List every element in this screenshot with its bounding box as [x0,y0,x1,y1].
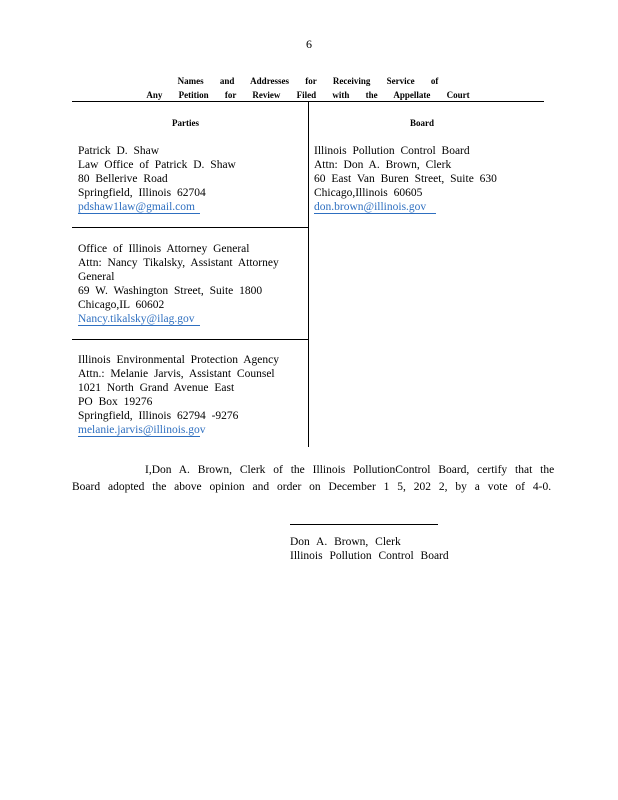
party-name: Office of Illinois Attorney General [78,243,250,255]
board-attn: Attn: Don A. Brown, Clerk [314,159,452,171]
party-firm: Law Office of Patrick D. Shaw [78,159,236,171]
party-city: Springfield, Illinois 62794 -9276 [78,410,239,422]
party-name: Illinois Environmental Protection Agency [78,354,279,366]
page-number: 6 [306,37,312,51]
board-block [314,144,497,214]
party-attn: Attn.: Melanie Jarvis, Assistant Counsel [78,368,275,380]
signature-line [290,524,438,525]
certification-line-1: I,Don A. Brown, Clerk of the Illinois PollutionControl Board, certify that the [145,464,555,476]
party-email-link[interactable]: melanie.jarvis@illinois.gov [78,424,206,436]
party-street: 69 W. Washington Street, Suite 1800 [78,285,263,297]
table-column-divider [308,101,309,447]
heading-line-2: Any Petition for Review Filed with the Appellate Court [146,90,470,100]
heading-line-1: Names and Addresses for Receiving Service of [177,76,439,86]
party-block-shaw [78,144,236,214]
party-email-link[interactable]: Nancy.tikalsky@ilag.gov [78,313,195,325]
board-column-header: Board [410,118,435,128]
signature-name: Don A. Brown, Clerk [290,536,401,548]
row-divider-2 [72,339,308,340]
party-attn: Attn: Nancy Tikalsky, Assistant Attorney [78,257,279,269]
board-street: 60 East Van Buren Street, Suite 630 [314,173,497,185]
parties-column-header: Parties [172,118,199,128]
party-city: Chicago,IL 60602 [78,299,165,311]
party-name: Patrick D. Shaw [78,145,160,157]
party-attn-continued: General [78,271,115,283]
board-email-link[interactable]: don.brown@illinois.gov [314,201,427,213]
signature-title: Illinois Pollution Control Board [290,550,449,562]
party-block-attorney-general [78,242,279,326]
certification-line-2: Board adopted the above opinion and order on December 1 5, 202 2, by a vote of 4-0. [72,481,552,493]
party-street: 1021 North Grand Avenue East [78,382,235,394]
row-divider-1 [72,227,308,228]
party-street: 80 Bellerive Road [78,173,168,185]
party-block-iepa [78,353,279,437]
board-name: Illinois Pollution Control Board [314,145,470,157]
board-city: Chicago,Illinois 60605 [314,187,423,199]
party-po-box: PO Box 19276 [78,396,153,408]
party-email-link[interactable]: pdshaw1law@gmail.com [78,201,195,213]
party-city: Springfield, Illinois 62704 [78,187,206,199]
